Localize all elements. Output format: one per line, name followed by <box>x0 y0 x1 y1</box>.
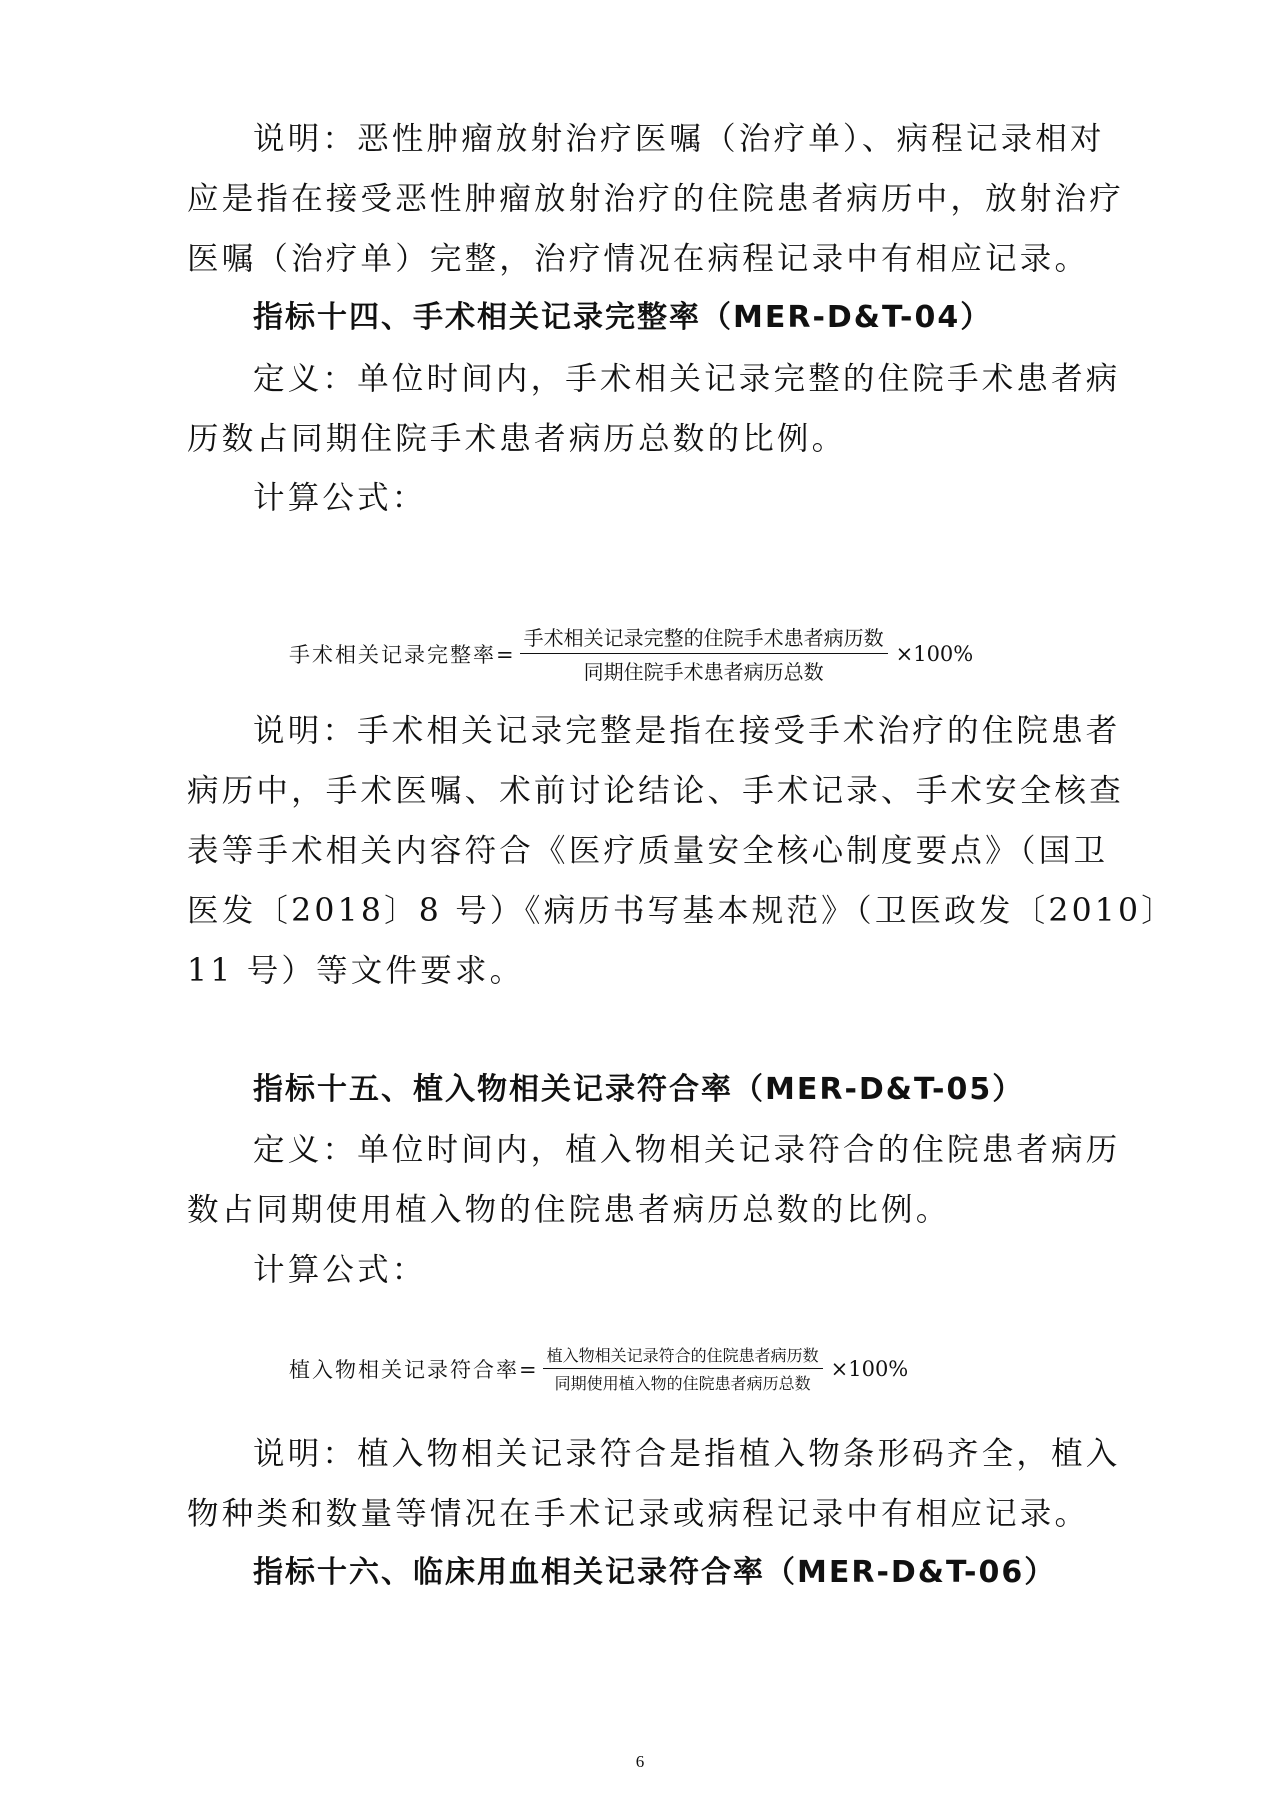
page-number: 6 <box>635 1752 645 1771</box>
paragraph-line: 说明：植入物相关记录符合是指植入物条形码齐全，植入 <box>253 1436 1121 1472</box>
paragraph-line: 说明：恶性肿瘤放射治疗医嘱（治疗单）、病程记录相对 <box>253 121 1105 157</box>
paragraph-line: 应是指在接受恶性肿瘤放射治疗的住院患者病历中，放射治疗 <box>187 181 1124 217</box>
paragraph-line: 说明：手术相关记录完整是指在接受手术治疗的住院患者 <box>253 713 1121 749</box>
formula-fraction <box>543 1343 823 1394</box>
section-heading-15: 指标十五、植入物相关记录符合率（MER-D&T-05） <box>253 1072 1025 1107</box>
formula-denominator: 同期使用植入物的住院患者病历总数 <box>554 1374 811 1393</box>
paragraph-line: 医发〔2018〕8 号）《病历书写基本规范》（卫医政发〔2010〕 <box>187 893 1176 929</box>
formula-multiplier: ×100% <box>830 1356 909 1381</box>
paragraph-line: 物种类和数量等情况在手术记录或病程记录中有相应记录。 <box>187 1496 1090 1532</box>
paragraph-line: 表等手术相关内容符合《医疗质量安全核心制度要点》（国卫 <box>187 833 1109 869</box>
formula-caption: 计算公式： <box>253 480 427 516</box>
formula-lhs: 植入物相关记录符合率= <box>289 1357 539 1382</box>
paragraph-line: 11 号）等文件要求。 <box>187 953 525 989</box>
paragraph-line: 定义：单位时间内，植入物相关记录符合的住院患者病历 <box>253 1132 1121 1168</box>
formula-caption: 计算公式： <box>253 1252 427 1288</box>
formula-denominator: 同期住院手术患者病历总数 <box>583 660 824 684</box>
formula-lhs: 手术相关记录完整率= <box>289 642 516 667</box>
formula-numerator: 手术相关记录完整的住院手术患者病历数 <box>520 622 888 654</box>
paragraph-line: 定义：单位时间内，手术相关记录完整的住院手术患者病 <box>253 361 1121 397</box>
formula-multiplier: ×100% <box>895 641 974 666</box>
section-heading-16: 指标十六、临床用血相关记录符合率（MER-D&T-06） <box>253 1555 1057 1590</box>
paragraph-line: 数占同期使用植入物的住院患者病历总数的比例。 <box>187 1192 951 1228</box>
paragraph-line: 医嘱（治疗单）完整，治疗情况在病程记录中有相应记录。 <box>187 241 1090 277</box>
paragraph-line: 历数占同期住院手术患者病历总数的比例。 <box>187 421 847 457</box>
section-heading-14: 指标十四、手术相关记录完整率（MER-D&T-04） <box>253 300 993 335</box>
formula-fraction <box>520 622 888 685</box>
paragraph-line: 病历中，手术医嘱、术前讨论结论、手术记录、手术安全核查 <box>187 773 1124 809</box>
formula-15 <box>289 1343 908 1394</box>
formula-14 <box>289 622 973 685</box>
formula-numerator: 植入物相关记录符合的住院患者病历数 <box>543 1343 823 1369</box>
